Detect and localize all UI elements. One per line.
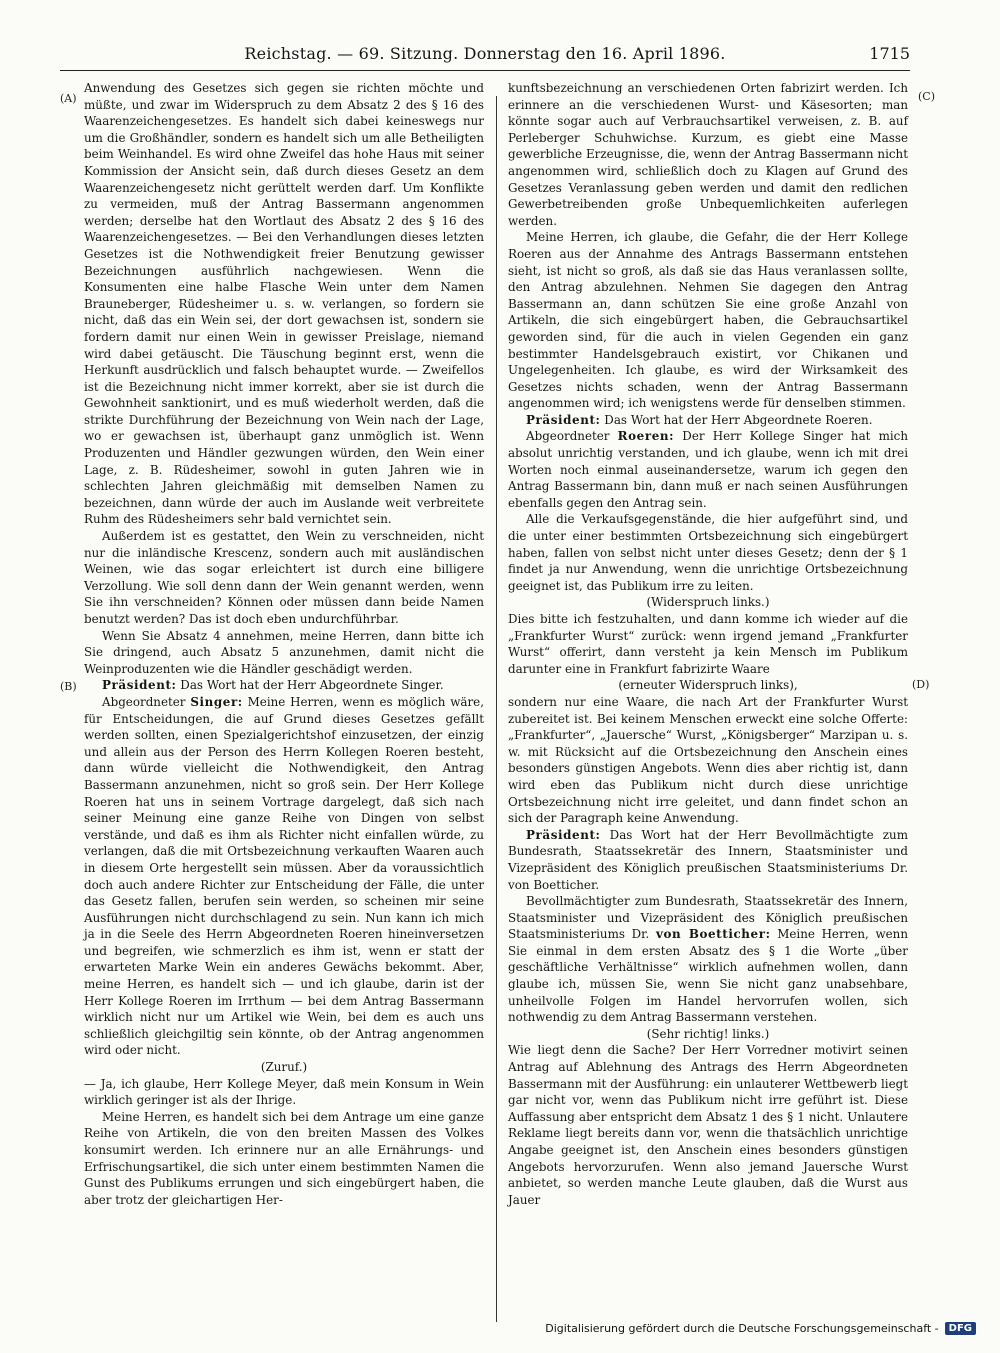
footer-credit: Digitalisierung gefördert durch die Deutsche Forschungsgemeinschaft - <box>545 1322 939 1335</box>
left-column <box>84 80 484 1208</box>
paragraph <box>84 628 484 678</box>
paragraph-prefix: Abgeordneter <box>102 694 191 709</box>
paragraph <box>508 694 908 827</box>
speaker-name: Roeren: <box>617 429 675 444</box>
paragraph <box>84 80 484 528</box>
paragraph-text: Dies bitte ich festzuhalten, und dann komme ich wieder auf die „Frankfurter Wurst“ zurück: wenn irgend jemand „Frankfurter Wurst“ offerirt, dann versteht ja kein Mensch im Publikum darunter eine in Frankfurt fabrizirte Waare <box>508 612 908 676</box>
header-rule <box>60 70 910 71</box>
paragraph <box>508 511 908 594</box>
paragraph-text: Außerdem ist es gestattet, den Wein zu verschneiden, nicht nur die inländische Krescenz, sondern auch mit ausländischen Weinen, wie das sogar erleichtert ist durch eine billigere Verzollung. Wie soll denn dann der Wein genannt werden, wenn Sie ihn verschneiden? Können oder müssen dann beide Namen benutzt werden? Das ist doch eben undurchführbar. <box>84 529 484 626</box>
paragraph <box>508 1026 908 1043</box>
paragraph-text: sondern nur eine Waare, die nach Art der Frankfurter Wurst zubereitet ist. Bei keinem Menschen erweckt eine solche Offerte: „Frankfurter“, „Jauersche“ Wurst, „Königsberger“ Marzipan u. s. w. mit Rücksicht auf die Ortsbezeichnung den Anschein eines besonders günstigen Angebots. Wenn dies aber richtig ist, dann wird eben das Publikum nicht durch diese unrichtige Ortsbezeichnung nicht irre geleitet, und dann findet schon an sich der Paragraph keine Anwendung. <box>508 694 908 826</box>
paragraph-text: Wie liegt denn die Sache? Der Herr Vorredner motivirt seinen Antrag auf Ablehnung des Antrags des Herrn Abgeordneten Bassermann mit der Ausführung: ein unlauterer Wettbewerb liegt gar nicht vor, wenn das Publikum nicht irre geführt ist. Diese Auffassung aber entspricht dem Absatz 1 des § 1 nicht. Unlautere Reklame liegt bereits dann vor, wenn die thatsächlich unrichtige Angabe geeignet ist, den Anschein eines besonders günstigen Angebots hervorzurufen. Wenn also jemand Jauersche Wurst anbietet, so werden manche Leute glauben, daß die Wurst aus Jauer <box>508 1043 908 1207</box>
paragraph-text: Meine Herren, wenn es möglich wäre, für Entscheidungen, die auf Grund dieses Gesetzes gefällt werden sollten, einen Spezialgerichtshof einzusetzen, der einzig und allein aus der Person des Herrn Kollegen Roeren besteht, dann würde vielleicht die Nothwendigkeit, den Antrag Bassermann anzunehmen, nicht so groß sein. Der Herr Kollege Roeren hat uns in seinem Vortrage dargelegt, daß sich nach seiner Meinung eine ganze Reihe von Dingen von selbst verstände, und daß es ihm als Richter nicht einfallen würde, zu verlangen, daß die mit Ortsbezeichnung verkauften Waaren auch in diesem Orte hergestellt sein müssen. Aber da voraussichtlich doch auch andere Richter zur Entscheidung der Fälle, die unter das Gesetz fallen, berufen sein werden, so scheinen mir seine Ausführungen nicht durchschlagend zu sein. Nun kann ich mich ja in die Seele des Herrn Abgeordneten Roeren hineinversetzen und begreifen, wie schmerzlich es ihm ist, wenn er statt der erwarteten Marke Wein ein anderes Gewächs bekommt. Aber, meine Herren, es handelt sich — und ich glaube, darin ist der Herr Kollege Roeren im Irrthum — bei dem Antrag Bassermann wirklich nicht nur um Artikel wie Wein, bei dem es auch uns schließlich gleichgiltig sein könnte, ob der Antrag angenommen wird oder nicht. <box>84 694 485 1058</box>
paragraph-text: Meine Herren, es handelt sich bei dem Antrage um eine ganze Reihe von Artikeln, die von den breiten Massen des Volkes konsumirt werden. Ich erinnere nur an alle Ernährungs- und Erfrischungsartikel, die sich unter einem bestimmten Namen die Gunst des Publikums errungen und sich eingebürgert haben, die aber trotz der gleichartigen Her- <box>84 1109 484 1207</box>
paragraph-text: (erneuter Widerspruch links), <box>618 678 798 693</box>
paragraph <box>84 694 484 1059</box>
speaker-name: Präsident: <box>526 412 601 427</box>
paragraph <box>508 594 908 611</box>
paragraph-text: Das Wort hat der Herr Abgeordnete Singer. <box>176 678 444 693</box>
paragraph-prefix: Bevollmächtigter zum Bundesrath, Staatssekretär des Innern, Staatsminister und Vizepräsident des Königlich preußischen Staatsministeriums Dr. <box>508 894 908 942</box>
paragraph-text: Das Wort hat der Herr Abgeordnete Roeren. <box>600 412 873 427</box>
paragraph <box>508 893 908 1026</box>
margin-marker-d: (D) <box>912 678 930 691</box>
paragraph-text: Meine Herren, ich glaube, die Gefahr, die der Herr Kollege Roeren aus der Annahme des Antrags Bassermann entstehen sieht, ist nicht so groß, als daß sie das Haus veranlassen sollte, den Antrag abzulehnen. Nehmen Sie dagegen den Antrag Bassermann an, dann schützen Sie eine große Anzahl von Artikeln, die sich eingebürgert haben, die Gebrauchsartikel geworden sind, für die auch in vielen Gegenden ein ganz bestimmter Handelsgebrauch existirt, vor Chikanen und Ungelegenheiten. Ich glaube, es wird der Wirksamkeit des Gesetzes nichts schaden, wenn der Antrag Bassermann angenommen wird; ich wenigstens werde für denselben stimmen. <box>508 230 908 411</box>
paragraph <box>508 1042 908 1208</box>
paragraph <box>84 528 484 628</box>
paragraph-text: kunftsbezeichnung an verschiedenen Orten fabrizirt werden. Ich erinnere an die verschiedenen Wurst- und Käsesorten; man könnte sogar auch auf Verbrauchsartikel verweisen, z. B. auf Perleberger Schuhwichse. Kurzum, es giebt eine Masse gewerbliche Erzeugnisse, die, wenn der Antrag Bassermann nicht angenommen wird, schließlich doch zu Klagen auf Grund des Gesetzes Veranlassung geben werden und damit den redlichen Gewerbetreibenden große Unbequemlichkeiten auferlegen werden. <box>508 81 908 228</box>
dfg-logo: DFG <box>945 1322 976 1335</box>
running-title: Reichstag. — 69. Sitzung. Donnerstag den 16. April 1896. <box>244 44 726 63</box>
margin-marker-b: (B) <box>60 680 77 693</box>
paragraph <box>508 827 908 893</box>
speaker-name: Präsident: <box>102 678 177 693</box>
column-divider <box>496 96 497 1322</box>
speaker-name: von Boetticher: <box>655 927 771 942</box>
paragraph <box>508 412 908 429</box>
paragraph-text: Anwendung des Gesetzes sich gegen sie richten möchte und müßte, und zwar im Widerspruch zu dem Absatz 2 des § 16 des Waarenzeichengesetzes. Es handelt sich dabei keineswegs nur um die Großhändler, sondern es handelt sich um alle Betheiligten beim Weinhandel. Es wird ohne Zweifel das hohe Haus mit seiner Kommission der Ansicht sein, daß durch dieses Gesetz an dem Waarenzeichengesetz nicht gerüttelt werden darf. Um Konflikte zu vermeiden, muß der Antrag Bassermann angenommen werden; derselbe hat den Wortlaut des Absatz 2 des § 16 des Waarenzeichengesetzes. — Bei den Verhandlungen dieses letzten Gesetzes ist die Nothwendigkeit freier Benutzung gewisser Bezeichnungen ausführlich nachgewiesen. Wenn die Konsumenten eine halbe Flasche Wein unter dem Namen Brauneberger, Rüdesheimer u. s. w. verlangen, so fordern sie nicht, daß das ein Wein sei, der dort gewachsen ist, sondern sie fordern damit nur einen Wein in gewisser Preislage, niemand wird dabei getäuscht. Die Täuschung beginnt erst, wenn die Herkunft ausdrücklich und falsch behauptet wurde. — Zweifellos ist die Bezeichnung nicht immer korrekt, aber sie ist durch die Gewohnheit sanktionirt, und es muß wiederholt werden, daß die strikte Durchführung der Bezeichnung von Wein nach der Lage, wo er gewachsen ist, überhaupt ganz unmöglich ist. Wenn Produzenten und Händler gezwungen würden, den Wein einer Lage, z. B. Rüdesheimer, sowohl in guten Jahren wie in schlechten Jahren gleichmäßig mit demselben Namen zu bezeichnen, dann würde der auch im Auslande weit verbreitete Ruhm des Rüdesheimers sehr bald vernichtet sein. <box>84 81 484 527</box>
paragraph <box>84 677 484 694</box>
paragraph-text: Alle die Verkaufsgegenstände, die hier aufgeführt sind, und die unter einer bestimmten Ortsbezeichnung sich eingebürgert haben, fallen von selbst nicht unter dieses Gesetz; denn der § 1 findet ja nur Anwendung, wenn die unrichtige Ortsbezeichnung geeignet ist, das Publikum irre zu leiten. <box>508 512 908 593</box>
paragraph <box>84 1076 484 1109</box>
page-header <box>60 44 910 70</box>
paragraph-text: (Sehr richtig! links.) <box>646 1026 770 1041</box>
paragraph <box>508 677 908 694</box>
paragraph-text: (Widerspruch links.) <box>646 595 770 610</box>
paragraph-text: — Ja, ich glaube, Herr Kollege Meyer, daß mein Konsum in Wein wirklich geringer ist als der Ihrige. <box>84 1076 484 1108</box>
paragraph-text: Das Wort hat der Herr Bevollmächtigte zum Bundesrath, Staatssekretär des Innern, Staatsminister und Vizepräsident des Königlich preußischen Staatsministeriums Dr. von Boetticher. <box>508 827 908 892</box>
paragraph-text: (Zuruf.) <box>260 1060 308 1075</box>
paragraph <box>508 611 908 677</box>
paragraph-text: Wenn Sie Absatz 4 annehmen, meine Herren, dann bitte ich Sie dringend, auch Absatz 5 anzunehmen, damit nicht die Weinproduzenten wie die Händler geschädigt werden. <box>84 628 484 676</box>
paragraph <box>508 229 908 412</box>
margin-marker-a: (A) <box>60 92 77 105</box>
paragraph-text: Der Herr Kollege Singer hat mich absolut unrichtig verstanden, und ich glaube, wenn ich mit drei Worten noch einmal auseinandersetze, warum ich gegen den Antrag Bassermann bin, dann muß er nach seinen Ausführungen ebenfalls gegen den Antrag sein. <box>508 429 908 510</box>
margin-marker-c: (C) <box>918 90 935 103</box>
paragraph <box>84 1059 484 1076</box>
paragraph <box>84 1109 484 1209</box>
speaker-name: Singer: <box>190 694 243 709</box>
page-number: 1715 <box>869 44 910 63</box>
paragraph <box>508 428 908 511</box>
right-column <box>508 80 908 1208</box>
paragraph-prefix: Abgeordneter <box>526 429 618 444</box>
footer <box>545 1322 976 1335</box>
paragraph-text: Meine Herren, wenn Sie einmal in dem ersten Absatz des § 1 die Worte „über geschäftliche Verhältnisse“ wirklich aufnehmen wollen, dann glaube ich, müssen Sie, wenn Sie nicht ganz unabsehbare, unheilvolle Folgen im Handel hervorrufen wollen, sich nothwendig zu dem Antrag Bassermann verstehen. <box>508 927 908 1025</box>
speaker-name: Präsident: <box>526 827 601 842</box>
paragraph <box>508 80 908 229</box>
